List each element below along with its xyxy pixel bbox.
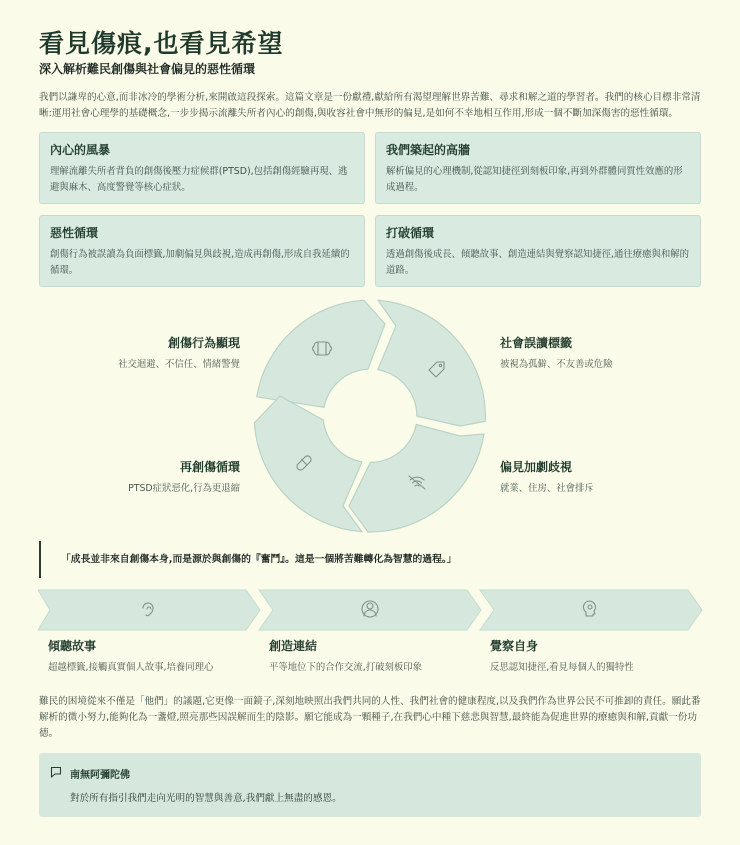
message-icon <box>50 766 62 778</box>
intro-paragraph: 我們以謙卑的心意,而非冰冷的學術分析,來開啟這段探索。這篇文章是一份獻禮,獻給所有渴望理解世界苦難、尋求和解之道的學習者。我們的核心目標非常清晰:運用社會心理學的基礎概念,一步步揭示流離失所者內心的創傷,與收容社會中無形的偏見,是如何不幸地相互作用,形成一個不斷加深傷害的惡性循環。 <box>39 92 701 119</box>
cycle-step-title: 創傷行為顯現 <box>167 336 240 350</box>
quote-block: 「成長並非來自創傷本身,而是源於與創傷的『奮鬥』。這是一個將苦難轉化為智慧的過程。」 <box>39 541 457 578</box>
path-step-desc: 反思認知捷徑,看見每個人的獨特性 <box>490 662 634 673</box>
card-desc: 解析偏見的心理機制,從認知捷徑到刻板印象,再到外群體同質性效應的形成過程。 <box>386 166 683 193</box>
card-title: 惡性循環 <box>50 226 99 240</box>
chevron-3 <box>480 590 702 630</box>
card-title: 我們築起的高牆 <box>386 143 471 157</box>
cycle-diagram <box>250 296 490 536</box>
card-inner-storm <box>39 132 365 204</box>
card-walls <box>375 132 701 204</box>
page-subtitle: 深入解析難民創傷與社會偏見的惡性循環 <box>39 62 256 76</box>
path-step-title: 創造連結 <box>269 639 318 653</box>
note-title: 南無阿彌陀佛 <box>70 770 130 781</box>
cycle-step-title: 社會誤讀標籤 <box>500 336 573 350</box>
card-desc: 創傷行為被誤讀為負面標籤,加劇偏見與歧視,造成再創傷,形成自我延續的循環。 <box>50 249 350 276</box>
path-chevrons <box>38 589 704 631</box>
cycle-step-desc: PTSD症狀惡化,行為更退縮 <box>128 483 240 494</box>
chevron-1 <box>38 590 260 630</box>
cycle-step-title: 偏見加劇歧視 <box>500 460 573 474</box>
cycle-step-desc: 就業、住房、社會排斥 <box>500 483 594 494</box>
cycle-segment-2 <box>378 300 486 426</box>
path-step-title: 覺察自身 <box>490 639 539 653</box>
path-step-title: 傾聽故事 <box>48 639 97 653</box>
cycle-step-title: 再創傷循環 <box>179 460 240 474</box>
card-vicious-cycle <box>39 215 365 287</box>
cycle-step-desc: 被視為孤僻、不友善或危險 <box>500 359 613 370</box>
dedication-note <box>39 753 701 817</box>
page-title: 看見傷痕,也看見希望 <box>39 29 284 58</box>
cycle-step-desc: 社交迴避、不信任、情緒警覺 <box>118 359 240 370</box>
card-desc: 透過創傷後成長、傾聽故事、創造連結與覺察認知捷徑,通往療癒與和解的道路。 <box>386 249 689 276</box>
path-step-desc: 平等地位下的合作交流,打破刻板印象 <box>269 662 422 673</box>
path-step-desc: 超越標籤,接觸真實個人故事,培養同理心 <box>48 662 214 673</box>
cycle-segment-1 <box>257 300 385 407</box>
note-text: 對於所有指引我們走向光明的智慧與善意,我們獻上無盡的感恩。 <box>70 793 342 804</box>
card-desc: 理解流離失所者背負的創傷後壓力症候群(PTSD),包括創傷經驗再現、逃避與麻木、高度警覺等核心症狀。 <box>50 166 348 193</box>
closing-paragraph: 難民的困境從來不僅是「他們」的議題,它更像一面鏡子,深刻地映照出我們共同的人性、我們社會的健康程度,以及我們作為世界公民不可推卸的責任。願此番解析的微小努力,能夠化為一盞燈,照亮那些因誤解而生的陰影。願它能成為一顆種子,在我們心中種下慈悲與智慧,最終能為促進世界的療癒與和解,貢獻一份功德。 <box>39 696 701 739</box>
card-break-cycle <box>375 215 701 287</box>
cycle-segment-3 <box>349 424 484 532</box>
card-title: 內心的風暴 <box>50 143 111 157</box>
card-title: 打破循環 <box>386 226 435 240</box>
